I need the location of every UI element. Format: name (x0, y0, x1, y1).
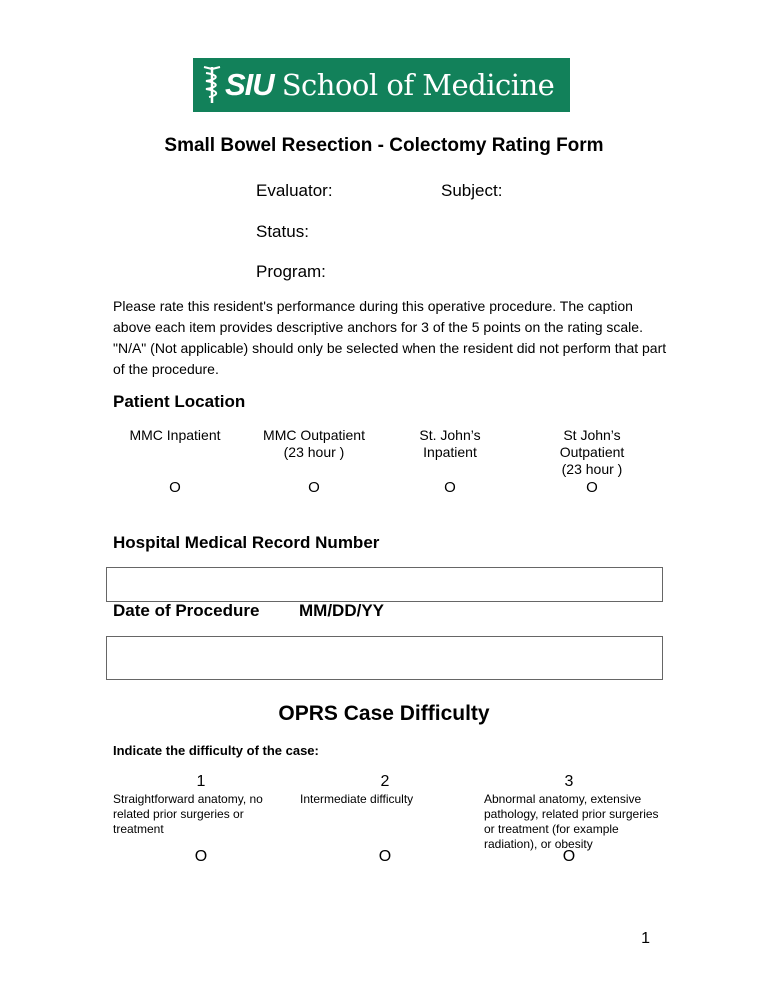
difficulty-radio-3[interactable]: O (562, 848, 576, 865)
location-option-stjohns-inpatient (385, 427, 515, 461)
difficulty-description-1: Straightforward anatomy, no related prior surgeries or treatment (113, 792, 263, 836)
caduceus-icon (201, 65, 223, 105)
location-label-line: St John’s (563, 427, 621, 443)
status-label: Status: (256, 222, 309, 241)
location-label-line: Outpatient (559, 444, 625, 460)
location-label-line: (23 hour ) (283, 444, 345, 460)
logo-brand: SIU (225, 67, 274, 102)
location-label-line: (23 hour ) (561, 461, 623, 477)
subject-label: Subject: (441, 181, 503, 200)
form-title: Small Bowel Resection - Colectomy Rating Form (164, 135, 604, 156)
procedure-date-input[interactable] (106, 636, 663, 680)
case-difficulty-prompt: Indicate the difficulty of the case: (113, 743, 319, 758)
location-option-stjohns-outpatient (527, 427, 657, 478)
page-number: 1 (641, 930, 650, 947)
location-label-line: St. John’s (419, 427, 481, 443)
case-difficulty-heading: OPRS Case Difficulty (278, 702, 490, 725)
medical-record-input[interactable] (106, 567, 663, 602)
procedure-date-heading: Date of Procedure (113, 601, 260, 620)
location-radio-mmc-outpatient[interactable]: O (308, 479, 320, 496)
program-label: Program: (256, 262, 326, 281)
location-radio-stjohns-outpatient[interactable]: O (586, 479, 598, 496)
location-option-mmc-outpatient (244, 427, 384, 461)
location-label-line: MMC Inpatient (129, 427, 221, 443)
medical-record-heading: Hospital Medical Record Number (113, 533, 380, 552)
difficulty-number-2: 2 (380, 773, 390, 790)
location-radio-mmc-inpatient[interactable]: O (169, 479, 181, 496)
location-radio-stjohns-inpatient[interactable]: O (444, 479, 456, 496)
difficulty-radio-2[interactable]: O (378, 848, 392, 865)
evaluator-label: Evaluator: (256, 181, 333, 200)
location-label-line: Inpatient (423, 444, 477, 460)
patient-location-heading: Patient Location (113, 392, 246, 411)
difficulty-description-2: Intermediate difficulty (300, 792, 414, 806)
logo-text: School of Medicine (281, 68, 555, 102)
difficulty-description-3: Abnormal anatomy, extensive pathology, related prior surgeries or treatment (for example radiation), or obesity (484, 792, 659, 851)
location-option-mmc-inpatient (110, 427, 240, 444)
instructions-text: Please rate this resident's performance during this operative procedure. The caption above each item provides descriptive anchors for 3 of the 5 points on the rating scale. "N/A" (Not applicable) should only be selected when the resident did not perform that part of the procedure. (113, 298, 667, 377)
difficulty-radio-1[interactable]: O (194, 848, 208, 865)
difficulty-number-1: 1 (196, 773, 206, 790)
difficulty-number-3: 3 (564, 773, 574, 790)
procedure-date-format: MM/DD/YY (299, 601, 384, 620)
location-label-line: MMC Outpatient (263, 427, 365, 443)
siu-logo (193, 58, 570, 112)
